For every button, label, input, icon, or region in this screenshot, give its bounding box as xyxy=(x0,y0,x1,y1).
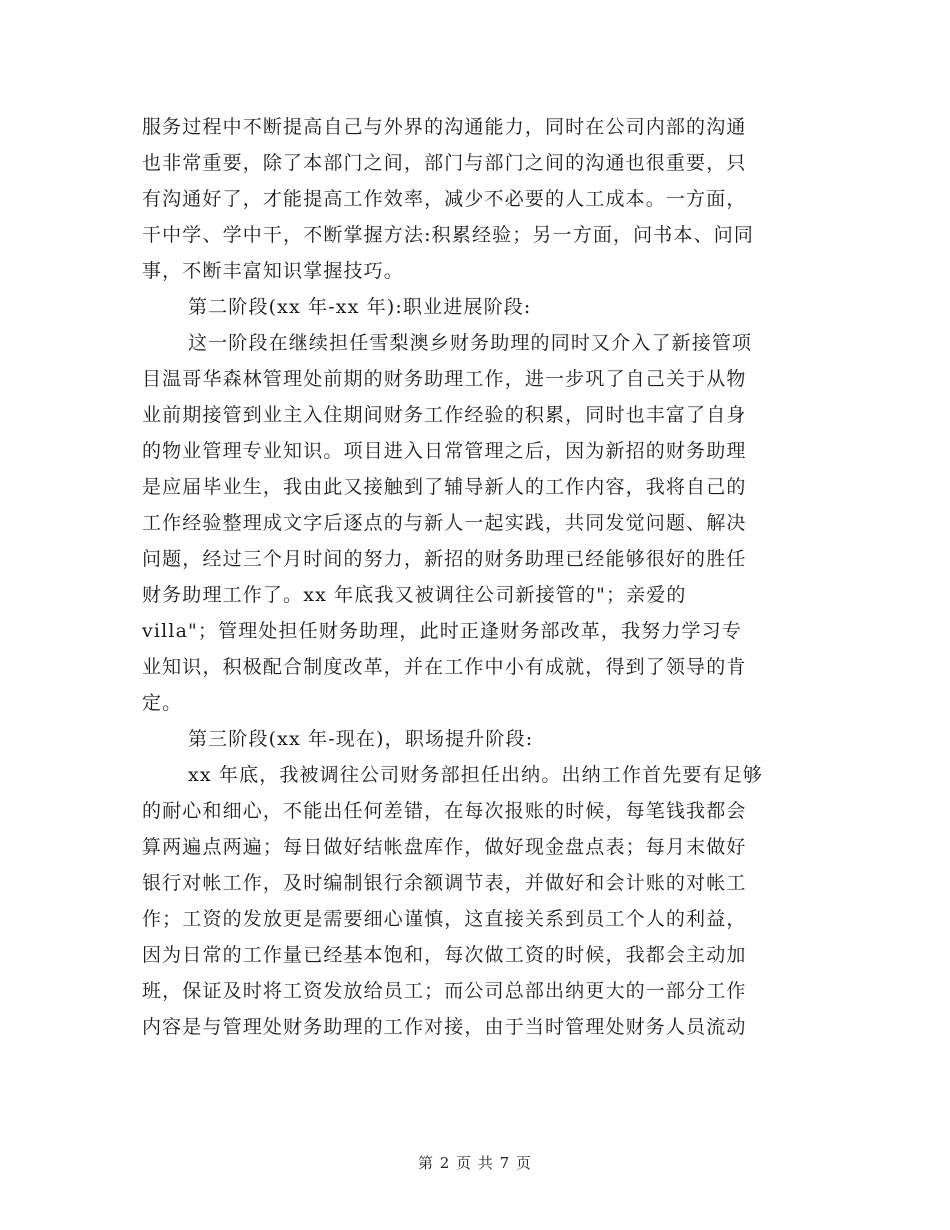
text-line: 这一阶段在继续担任雪梨澳乡财务助理的同时又介入了新接管项 xyxy=(188,332,753,354)
page-number-footer: 第 2 页 共 7 页 xyxy=(418,1154,532,1172)
text-line: 问题，经过三个月时间的努力，新招的财务助理已经能够很好的胜任 xyxy=(142,548,747,570)
text-line: 内容是与管理处财务助理的工作对接，由于当时管理处财务人员流动 xyxy=(142,1016,747,1038)
text-line: 财务助理工作了。xx 年底我又被调往公司新接管的"；亲爱的 xyxy=(142,584,687,606)
text-line: 银行对帐工作，及时编制银行余额调节表，并做好和会计账的对帐工 xyxy=(142,872,747,894)
text-line: xx 年底，我被调往公司财务部担任出纳。出纳工作首先要有足够 xyxy=(188,764,763,786)
text-line: 业前期接管到业主入住期间财务工作经验的积累，同时也丰富了自身 xyxy=(142,404,747,426)
text-line: 因为日常的工作量已经基本饱和，每次做工资的时候，我都会主动加 xyxy=(142,944,747,966)
text-line: 的物业管理专业知识。项目进入日常管理之后，因为新招的财务助理 xyxy=(142,440,747,462)
text-line: 干中学、学中干，不断掌握方法:积累经验；另一方面，问书本、问同 xyxy=(142,224,755,246)
text-line: 班，保证及时将工资发放给员工；而公司总部出纳更大的一部分工作 xyxy=(142,980,747,1002)
body-text xyxy=(142,109,812,1045)
section-heading-stage-3: 第三阶段(xx 年-现在)，职场提升阶段: xyxy=(188,728,534,750)
text-line: 事，不断丰富知识掌握技巧。 xyxy=(142,260,404,282)
text-line: 也非常重要，除了本部门之间，部门与部门之间的沟通也很重要，只 xyxy=(142,152,747,174)
text-line: 工作经验整理成文字后逐点的与新人一起实践，共同发觉问题、解决 xyxy=(142,512,747,534)
text-line: 定。 xyxy=(142,692,183,714)
text-line: 服务过程中不断提高自己与外界的沟通能力，同时在公司内部的沟通 xyxy=(142,116,747,138)
text-line: 目温哥华森林管理处前期的财务助理工作，进一步巩了自己关于从物 xyxy=(142,368,747,390)
text-line: 算两遍点两遍；每日做好结帐盘库作，做好现金盘点表；每月末做好 xyxy=(142,836,747,858)
section-heading-stage-2: 第二阶段(xx 年-xx 年):职业进展阶段: xyxy=(188,296,532,318)
text-line: 有沟通好了，才能提高工作效率，减少不必要的人工成本。一方面， xyxy=(142,188,747,210)
text-line: villa"；管理处担任财务助理，此时正逢财务部改革，我努力学习专 xyxy=(142,620,742,642)
text-line: 的耐心和细心，不能出任何差错，在每次报账的时候，每笔钱我都会 xyxy=(142,800,747,822)
text-line: 业知识，积极配合制度改革，并在工作中小有成就，得到了领导的肯 xyxy=(142,656,747,678)
text-line: 是应届毕业生，我由此又接触到了辅导新人的工作内容，我将自己的 xyxy=(142,476,747,498)
text-line: 作；工资的发放更是需要细心谨慎，这直接关系到员工个人的利益， xyxy=(142,908,747,930)
